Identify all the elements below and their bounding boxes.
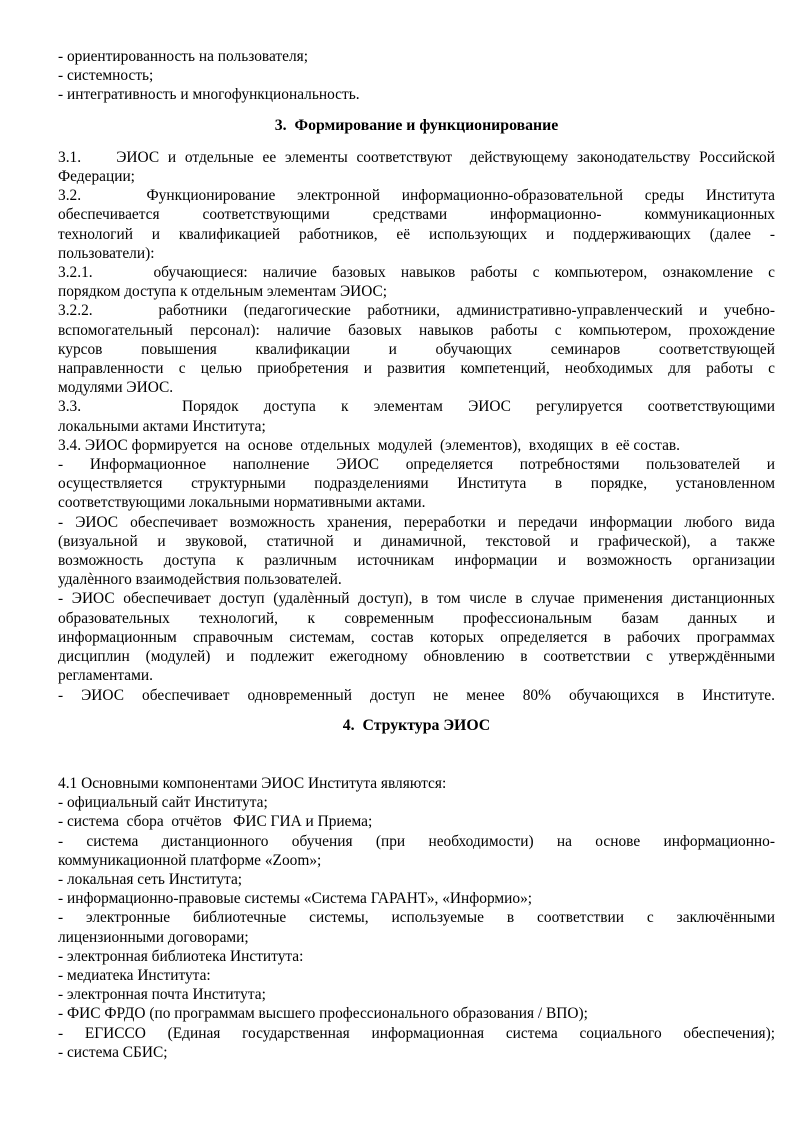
list-item [58,793,775,812]
text-line: - интегративность и многофункциональность. [58,86,360,104]
clause-info-content [58,455,775,513]
text-line: модулями ЭИОС. [58,379,174,397]
list-item [58,832,775,870]
text-line: - электронная почта Института; [58,986,266,1004]
numbered-clause-3-3 [58,397,775,435]
list-item [58,85,775,104]
text-line: - система дистанционного обучения (при необходимости) на основе информационно- [58,832,775,850]
text-line: - информационно-правовые системы «Система ГАРАНТ», «Информио»; [58,890,533,908]
numbered-clause-3-2 [58,186,775,263]
clause-storage [58,513,775,590]
list-item [58,66,775,85]
list-item [58,812,775,831]
text-line: - электронная библиотека Института: [58,947,304,965]
list-item [58,1024,775,1043]
text-line: технологий и квалификацией работников, её использующих и поддерживающих (далее - [58,225,775,243]
numbered-clause-3-1 [58,148,775,186]
text-line: регламентами. [58,667,153,685]
text-line: удалѐнного взаимодействия пользователей. [58,571,342,589]
text-line: - ФИС ФРДО (по программам высшего профессионального образования / ВПО); [58,1005,588,1023]
text-line: (визуальной и звуковой, статичной и динамичной, текстовой и графической), а также [58,532,775,550]
section-heading-3: 3. Формирование и функционирование [274,116,559,134]
text-line: дисциплин (модулей) и подлежит ежегодному обновлению в соответствии с утверждёнными [58,648,775,666]
list-item [58,870,775,889]
text-line: - ориентированность на пользователя; [58,48,309,65]
list-item [58,985,775,1004]
numbered-clause-4-1 [58,774,775,793]
text-line: обеспечивается соответствующими средствами информационно- коммуникационных [58,206,775,224]
list-item [58,889,775,908]
text-line: 3.2. Функционирование электронной информационно-образовательной среды Института [58,187,775,205]
text-line: - официальный сайт Института; [58,794,268,812]
text-line: 3.3. Порядок доступа к элементам ЭИОС регулируется соответствующими [58,398,775,416]
text-line: - ЕГИССО (Единая государственная информационная система социального обеспечения); [58,1024,775,1042]
text-line: 4.1 Основными компонентами ЭИОС Института являются: [58,774,447,792]
text-line: - электронные библиотечные системы, используемые в соответствии с заключёнными [58,909,775,927]
numbered-clause-3-4 [58,436,775,455]
text-line: курсов повышения квалификации и обучающих семинаров соответствующей [58,340,775,358]
text-line: соответствующими локальными нормативными актами. [58,494,426,512]
text-line: 3.2.1. обучающиеся: наличие базовых навыков работы с компьютером, ознакомление с [58,264,775,282]
text-line: лицензионными договорами; [58,928,249,946]
document-content [58,47,775,1062]
list-item [58,947,775,966]
text-line: локальными актами Института; [58,417,266,435]
text-line: - ЭИОС обеспечивает доступ (удалѐнный доступ), в том числе в случае применения дистанционных [58,590,775,608]
text-line: осуществляется структурными подразделениями Института в порядке, установленном [58,475,775,493]
text-line: - Информационное наполнение ЭИОС определяется потребностями пользователей и [58,456,775,474]
section-heading-4: 4. Структура ЭИОС [342,716,491,734]
text-line: - локальная сеть Института; [58,870,243,888]
list-item [58,1004,775,1023]
clause-simultaneous-access [58,686,775,705]
text-line: - система СБИС; [58,1043,168,1061]
numbered-clause-3-2-1 [58,263,775,301]
text-line: направленности с целью приобретения и развития компетенций, необходимых для работы с [58,360,775,378]
text-line: 3.2.2. работники (педагогические работники, административно-управленческий и учебно- [58,302,775,320]
list-item [58,908,775,946]
list-item [58,47,775,66]
text-line: пользователи): [58,244,155,262]
text-line: - система сбора отчётов ФИС ГИА и Приема; [58,813,373,831]
numbered-clause-3-2-2 [58,301,775,397]
text-line: вспомогательный персонал): наличие базовых навыков работы с компьютером, прохождение [58,321,775,339]
text-line: коммуникационной платформе «Zoom»; [58,851,322,869]
text-line: - ЭИОС обеспечивает возможность хранения, переработки и передачи информации любого вида [58,513,775,531]
text-line: Федерации; [58,168,135,186]
blank-gap [58,748,775,774]
text-line: - медиатека Института: [58,966,211,984]
list-item [58,1043,775,1062]
text-line: 3.4. ЭИОС формируется на основе отдельных модулей (элементов), входящих в её состав. [58,436,681,454]
text-line: информационным справочным системам, состав которых определяется в рабочих программах [58,628,775,646]
text-line: - ЭИОС обеспечивает одновременный доступ не менее 80% обучающихся в Институте. [58,686,775,704]
text-line: - системность; [58,67,154,85]
clause-remote-access [58,589,775,685]
text-line: 3.1. ЭИОС и отдельные ее элементы соответствуют действующему законодательству Российской [58,148,775,166]
text-line: возможность доступа к различным источникам информации и возможность организации [58,552,775,570]
list-item [58,966,775,985]
text-line: образовательных технологий, к современным профессиональным базам данных и [58,609,775,627]
text-line: порядком доступа к отдельным элементам ЭИОС; [58,283,388,301]
